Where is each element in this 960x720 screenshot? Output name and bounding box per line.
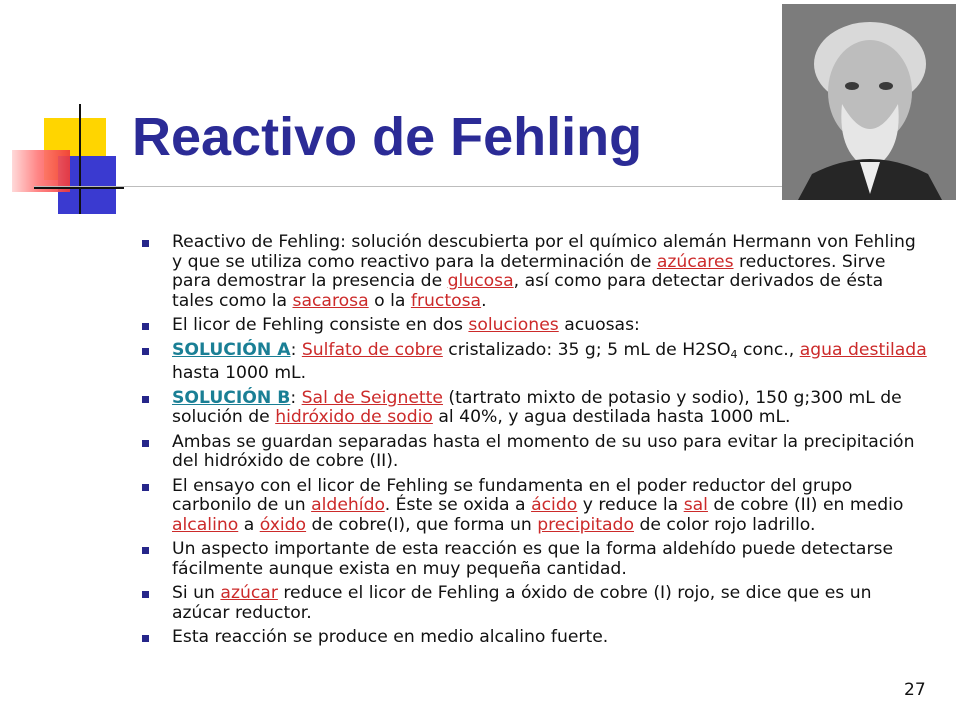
bullet-item <box>138 477 928 536</box>
decor-horizontal-line <box>34 187 124 189</box>
bullet-text: de cobre (II) en medio <box>707 495 904 515</box>
bullet-text: cristalizado: 35 g; 5 mL de H2SO <box>442 339 731 360</box>
bullet-text: . <box>481 290 487 311</box>
bullet-text: hasta 1000 mL. <box>172 363 307 383</box>
bullet-square-icon <box>142 591 149 598</box>
hyperlink[interactable]: óxido <box>259 514 307 535</box>
bullet-text: reduce el licor de Fehling a óxido de cobre (I) rojo, se dice que es un azúcar reductor. <box>172 583 872 623</box>
bullet-text: de cobre(I), que forma un <box>306 514 538 535</box>
page-number: 27 <box>904 680 926 700</box>
hyperlink[interactable]: SOLUCIÓN B <box>172 387 291 408</box>
bullet-square-icon <box>142 396 149 403</box>
bullet-text: o la <box>368 290 411 311</box>
bullet-text: al 40%, y agua destilada hasta 1000 mL. <box>432 407 791 427</box>
hyperlink[interactable]: azúcar <box>220 583 278 603</box>
hyperlink[interactable]: SOLUCIÓN A <box>172 339 291 360</box>
slide-title: Reactivo de Fehling <box>132 107 643 167</box>
bullet-text: . Éste se oxida a <box>384 495 532 515</box>
bullet-item <box>138 540 928 579</box>
bullet-text: Ambas se guardan separadas hasta el momento de su uso para evitar la precipitación del hidróxido de cobre (II). <box>172 431 915 471</box>
bullet-text: : <box>290 339 302 360</box>
bullet-item <box>138 584 928 623</box>
bullet-square-icon <box>142 547 149 554</box>
hyperlink[interactable]: hidróxido de sodio <box>275 407 433 427</box>
bullet-text: conc., <box>737 339 800 360</box>
bullet-square-icon <box>142 635 149 642</box>
portrait-illustration <box>782 4 956 200</box>
hyperlink[interactable]: azúcares <box>656 251 734 272</box>
bullet-text: y reduce la <box>577 495 684 515</box>
bullet-text: : <box>290 387 302 408</box>
bullet-square-icon <box>142 323 149 330</box>
decor-vertical-line <box>79 104 81 214</box>
bullet-square-icon <box>142 484 149 491</box>
bullet-text: Reactivo de Fehling: solución descubierta por el químico alemán Hermann von Fehling y que se utiliza como reactivo para la determinación de <box>172 232 916 272</box>
bullet-text: de color rojo ladrillo. <box>633 514 816 535</box>
bullet-text: El ensayo con el licor de Fehling se fundamenta en el poder reductor del grupo carbonilo de un <box>172 475 853 515</box>
hyperlink[interactable]: Sal de Seignette <box>301 387 443 408</box>
bullet-item <box>138 233 928 311</box>
bullet-text: Si un <box>172 583 221 603</box>
hyperlink[interactable]: glucosa <box>447 271 514 291</box>
bullet-text: (tartrato mixto de potasio y sodio), 150 g;300 mL de solución de <box>172 387 902 427</box>
bullet-item <box>138 341 928 384</box>
subscript-text: 4 <box>730 347 738 361</box>
bullet-text: El licor de Fehling consiste en dos <box>172 315 469 335</box>
bullet-square-icon <box>142 440 149 447</box>
hyperlink[interactable]: sacarosa <box>292 290 369 311</box>
hyperlink[interactable]: alcalino <box>172 514 239 535</box>
bullet-item <box>138 389 928 428</box>
hyperlink[interactable]: soluciones <box>468 315 559 335</box>
bullet-text: Un aspecto importante de esta reacción es que la forma aldehído puede detectarse fácilmente aunque exista en muy pequeña cantidad. <box>172 539 894 579</box>
title-underline <box>34 186 784 187</box>
bullet-item <box>138 628 928 648</box>
bullet-item <box>138 316 928 336</box>
hyperlink[interactable]: agua destilada <box>799 339 927 360</box>
bullet-text: , así como para detectar derivados de ésta tales como la <box>172 271 884 311</box>
content-bullet-list <box>138 233 928 653</box>
hyperlink[interactable]: ácido <box>531 495 578 515</box>
bullet-text: Esta reacción se produce en medio alcalino fuerte. <box>172 627 609 647</box>
hyperlink[interactable]: Sulfato de cobre <box>301 339 443 360</box>
bullet-square-icon <box>142 348 149 355</box>
hyperlink[interactable]: fructosa <box>410 290 482 311</box>
bullet-text: reductores. Sirve para demostrar la presencia de <box>172 251 886 291</box>
hyperlink[interactable]: sal <box>683 495 708 515</box>
bullet-text: a <box>238 514 260 535</box>
bullet-item <box>138 433 928 472</box>
hyperlink[interactable]: precipitado <box>537 514 634 535</box>
bullet-square-icon <box>142 240 149 247</box>
hyperlink[interactable]: aldehído <box>311 495 385 515</box>
bullet-text: acuosas: <box>558 315 640 335</box>
portrait-photo-icon <box>782 4 956 200</box>
